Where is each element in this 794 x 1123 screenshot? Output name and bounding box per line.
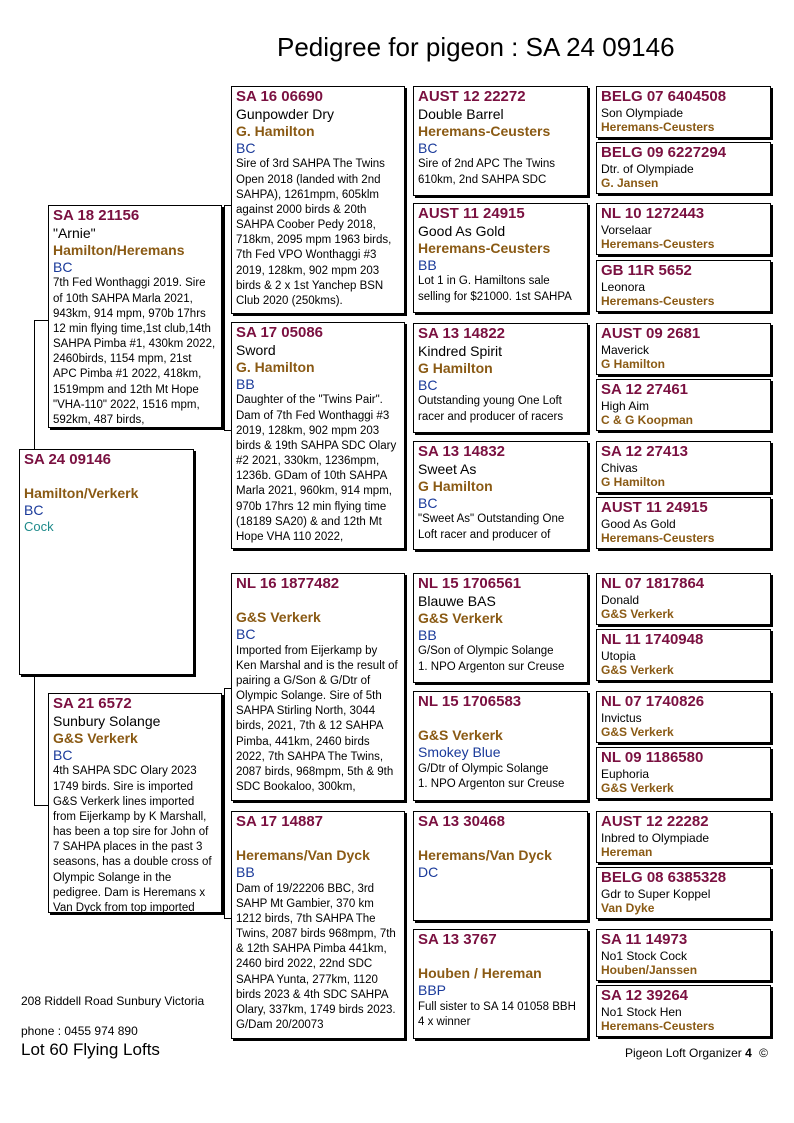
breeder: Heremans/Van Dyck [236,847,370,863]
ring-number: SA 12 27413 [601,443,689,460]
breeder: Hereman [601,845,653,860]
colour: DC [418,863,439,880]
ring-number: NL 10 1272443 [601,205,705,222]
ring-number: SA 12 39264 [601,987,689,1004]
breeder: G Hamilton [418,477,493,494]
pigeon-name: Chivas [601,461,638,475]
pigeon-name: Sword [236,342,276,358]
connector-line [224,918,231,919]
connector-line [34,675,35,805]
ring-number: NL 15 1706583 [418,693,522,710]
pigeon-name: No1 Stock Hen [601,1005,682,1019]
ring-number: AUST 12 22282 [601,813,709,830]
footer-address: 208 Riddell Road Sunbury Victoria [21,994,205,1008]
sire-card[interactable] [48,205,222,428]
ring-number: SA 12 27461 [601,381,689,398]
breeder: Heremans-Ceusters [601,120,715,135]
colour: BC [418,494,438,511]
notes: Full sister to SA 14 01058 BBH 4 x winner [418,1000,576,1028]
footer-phone: phone : 0455 974 890 [21,1024,138,1038]
great-grandparent-card-3[interactable] [413,323,588,433]
connector-line [406,860,407,975]
pigeon-name: Inbred to Olympiade [601,831,710,845]
ring-number: NL 07 1740826 [601,693,705,710]
notes: Dam of 19/22206 BBC, 3rd SAHP Mt Gambier, 370 km 1212 birds, 7th SAHPA The Twins, 2087 birds 968mpm, 7th & 12th SAHPA Pimba 441km, 2460 bird 2022, 22nd SDC SAHPA Yunta, 277km, 1120 birds 2023 & 4th SDC SAHPA Olary, 337km, 1749 birds 2023. G/Dam 20/20073 [236,882,396,1032]
breeder: G Hamilton [418,359,493,376]
great-great-grandparent-card-9[interactable] [596,573,771,625]
connector-line [224,430,231,431]
ring-number: AUST 12 22272 [418,88,526,105]
pigeon-name: Good As Gold [418,223,506,239]
pigeon-name: High Aim [601,399,650,413]
connector-line [34,320,48,321]
colour: BB [236,375,255,392]
breeder: G&S Verkerk [601,725,674,740]
connector-line [406,630,407,743]
spacer [236,593,400,609]
great-great-grandparent-card-12[interactable] [596,747,771,799]
pigeon-name: Blauwe BAS [418,593,496,609]
ring-number: NL 11 1740948 [601,631,704,648]
pigeon-name: Kindred Spirit [418,343,503,359]
dam-breeder: G&S Verkerk [53,729,138,746]
footer-software [625,1046,768,1060]
notes: G/Dtr of Olympic Solange 1. NPO Argenton sur Creuse [418,762,565,790]
colour: BBP [418,981,447,998]
ring-number: SA 17 05086 [236,324,324,341]
great-great-grandparent-card-11[interactable] [596,691,771,743]
great-great-grandparent-card-4[interactable] [596,260,771,312]
ring-number: NL 16 1877482 [236,575,340,592]
breeder: G&S Verkerk [601,781,674,796]
sire-colour: BC [53,258,73,275]
footer-lot: Lot 60 Flying Lofts [21,1040,160,1059]
pigeon-name: Sweet As [418,461,477,477]
great-grandparent-card-8[interactable] [413,929,588,1039]
pigeon-name: Dtr. of Olympiade [601,162,694,176]
breeder: G Hamilton [601,357,666,372]
page-title: Pedigree for pigeon : SA 24 09146 [277,32,675,62]
breeder: G. Hamilton [236,358,315,375]
pigeon-name: Good As Gold [601,517,676,531]
great-grandparent-card-5[interactable] [413,573,588,683]
sire-ring-number: SA 18 21156 [53,207,140,224]
breeder: Heremans-Ceusters [601,237,715,252]
spacer [418,831,583,847]
great-grandparent-card-4[interactable] [413,441,588,550]
dam-name: Sunbury Solange [53,713,161,729]
ring-number: SA 16 06690 [236,88,324,105]
ring-number: SA 13 30468 [418,813,506,830]
ring-number: NL 07 1817864 [601,575,705,592]
dam-notes: 4th SAHPA SDC Olary 2023 1749 birds. Sire is imported G&S Verkerk lines imported from Eijerkamp by K Marshall, has been a top sire for John of 7 SAHPA places in the past 3 seasons, has a double cross of Olympic Solange in the pedigree. Dam is Heremans x Van Dyck from top imported [53,765,212,913]
ring-number: AUST 11 24915 [418,205,525,222]
great-great-grandparent-card-13[interactable] [596,811,771,863]
pigeon-name: Euphoria [601,767,650,781]
software-name: Pigeon Loft Organizer [625,1046,742,1060]
pigeon-name: Vorselaar [601,223,652,237]
notes: G/Son of Olympic Solange 1. NPO Argenton sur Creuse [418,645,565,673]
subject-colour: BC [24,501,44,518]
great-grandparent-card-7[interactable] [413,811,588,921]
ring-number: BELG 08 6385328 [601,869,727,886]
great-great-grandparent-card-6[interactable] [596,379,771,431]
sire-breeder: Hamilton/Heremans [53,241,185,258]
ring-number: NL 09 1186580 [601,749,704,766]
connector-line [34,320,35,452]
great-great-grandparent-card-10[interactable] [596,629,771,681]
sire-notes: 7th Fed Wonthaggi 2019. Sire of 10th SAHPA Marla 2021, 943km, 914 mpm, 970b 17hrs 12 min flying time,1st club,14th SAHPA Pimba #1, 430km 2022, 2460birds, 1154 mpm, 21st APC Pimba #1 2022, 418km, 1519mpm and 12th Mt Hope "VHA-110" 2022, 1516 mpm, 592km, 487 birds, [53,277,216,426]
subject-breeder: Hamilton/Verkerk [24,485,139,501]
great-great-grandparent-card-8[interactable] [596,497,771,549]
colour: BC [236,625,256,642]
ring-number: AUST 09 2681 [601,325,701,342]
ring-number: SA 17 14887 [236,813,324,830]
great-great-grandparent-card-14[interactable] [596,867,771,919]
notes: Daughter of the "Twins Pair". Dam of 7th Fed Wonthaggi #3 2019, 128km, 902 mpm 203 birds & 19th SAHPA SDC Olary #2 2021, 330km, 1236mpm, 1236b. GDam of 10th SAHPA Marla 2021, 960km, 914 mpm, 970b 17hrs 12 min flying time (18189 SA20) & and 12th Mt Hope VHA 110 2022, [236,394,397,543]
great-great-grandparent-card-15[interactable] [596,929,771,981]
connector-line [224,688,225,918]
breeder: Heremans-Ceusters [601,294,715,309]
great-grandparent-card-2[interactable] [413,203,588,313]
breeder: Houben/Janssen [601,963,698,978]
copyright-symbol: © [759,1046,768,1060]
colour: BB [236,863,255,880]
colour: BB [418,256,437,273]
sire-name: "Arnie" [53,225,96,241]
pigeon-name: Son Olympiade [601,106,684,120]
dam-ring-number: SA 21 6572 [53,695,132,712]
pigeon-name: Gunpowder Dry [236,106,335,122]
dam-card[interactable] [48,693,222,913]
colour: BC [418,376,438,393]
notes: Sire of 3rd SAHPA The Twins Open 2018 (landed with 2nd SAHPA), 1261mpm, 605klm against 2000 birds & 20th SAHPA Coober Pedy 2018, 718km, 2095 mpm 1963 birds, 7th Fed VPO Wonthaggi #3 2019, 128km, 902 mpm 203 birds & 2 x 1st Yanchep BSN Club 2020 (250kms). [236,158,392,307]
ring-number: SA 13 3767 [418,931,497,948]
breeder: G&S Verkerk [418,609,503,626]
grandparent-card-3[interactable] [231,573,405,801]
notes: Imported from Eijerkamp by Ken Marshal and is the result of pairing a G/Son & G/Dtr of Olympic Solange. Sire of 5th SAHPA Stirling North, 3044 birds, 2021, 7th & 12 SAHPA Pimba, 441km, 2460 birds 2022, 7th SAHPA The Twins, 2087 birds, 968mpm, 5th & 9th SDC Bookaloo, 300km, [236,644,398,794]
great-grandparent-card-1[interactable] [413,86,588,196]
ring-number: BELG 07 6404508 [601,88,727,105]
pigeon-name: Donald [601,593,640,607]
pigeon-name: Double Barrel [418,106,504,122]
grandparent-card-4[interactable] [231,811,405,1039]
breeder: G&S Verkerk [236,609,321,625]
great-great-grandparent-card-1[interactable] [596,86,771,138]
subject-pigeon-card[interactable] [19,449,194,675]
breeder: Van Dyke [601,901,655,916]
connector-line [34,805,48,806]
breeder: G. Hamilton [236,122,315,139]
connector-line [224,205,225,430]
dam-colour: BC [53,746,73,763]
notes: "Sweet As" Outstanding One Loft racer and producer of [418,513,565,541]
breeder: Heremans-Ceusters [601,531,715,546]
great-great-grandparent-card-7[interactable] [596,441,771,493]
breeder: Heremans/Van Dyck [418,847,552,863]
colour: Smokey Blue [418,743,501,760]
software-version: 4 [745,1046,752,1060]
ring-number: SA 13 14832 [418,443,506,460]
ring-number: SA 13 14822 [418,325,506,342]
ring-number: SA 11 14973 [601,931,688,948]
connector-line [406,375,407,487]
breeder: C & G Koopman [601,413,693,428]
ring-number: NL 15 1706561 [418,575,522,592]
breeder: G Hamilton [601,475,666,490]
pigeon-name: Leonora [601,280,646,294]
notes: Lot 1 in G. Hamiltons sale selling for $21000. 1st SAHPA [418,275,572,303]
great-great-grandparent-card-5[interactable] [596,323,771,375]
notes: Outstanding young One Loft racer and producer of racers [418,395,564,423]
breeder: G&S Verkerk [601,607,674,622]
connector-line [224,205,231,206]
breeder: G&S Verkerk [418,727,503,743]
breeder: Houben / Hereman [418,965,542,981]
breeder: Heremans-Ceusters [418,239,551,256]
colour: BC [418,139,438,156]
connector-line [406,145,407,258]
grandparent-card-1[interactable] [231,86,405,314]
pigeon-name: Utopia [601,649,636,663]
subject-ring-number: SA 24 09146 [24,451,112,468]
breeder: G. Jansen [601,176,659,191]
breeder: Heremans-Ceusters [601,1019,715,1034]
ring-number: BELG 09 6227294 [601,144,727,161]
subject-sex: Cock [24,518,54,534]
pigeon-name: Gdr to Super Koppel [601,887,711,901]
great-great-grandparent-card-2[interactable] [596,142,771,194]
spacer [418,711,583,727]
great-grandparent-card-6[interactable] [413,691,588,801]
breeder: G&S Verkerk [601,663,674,678]
colour: BC [236,139,256,156]
ring-number: AUST 11 24915 [601,499,708,516]
pigeon-name: Maverick [601,343,650,357]
spacer [24,469,189,485]
grandparent-card-2[interactable] [231,322,405,549]
breeder: Heremans-Ceusters [418,122,551,139]
notes: Sire of 2nd APC The Twins 610km, 2nd SAHPA SDC [418,158,556,186]
pigeon-name: No1 Stock Cock [601,949,688,963]
spacer [418,949,583,965]
great-great-grandparent-card-16[interactable] [596,985,771,1037]
ring-number: GB 11R 5652 [601,262,692,279]
spacer [236,831,400,847]
colour: BB [418,626,437,643]
connector-line [224,688,231,689]
great-great-grandparent-card-3[interactable] [596,203,771,255]
pigeon-name: Invictus [601,711,642,725]
